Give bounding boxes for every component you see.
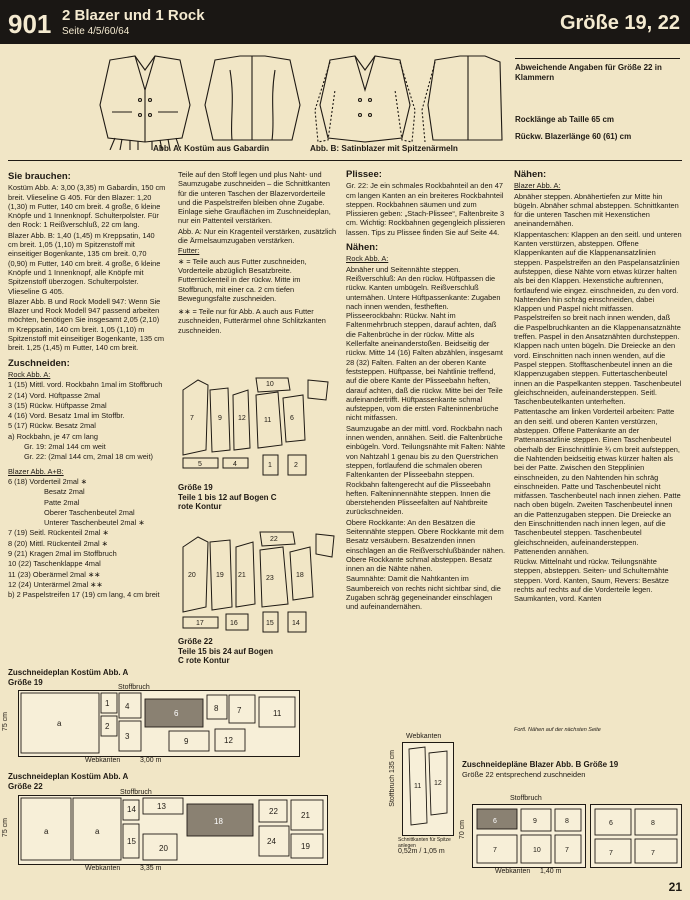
- svg-text:19: 19: [301, 842, 310, 851]
- label-lace-width: Stoffbruch 135 cm: [389, 750, 396, 807]
- label-width: 70 cm: [459, 820, 466, 840]
- size-note-title: Abweichende Angaben für Größe 22 in Klammern: [515, 63, 662, 82]
- svg-text:a: a: [44, 827, 49, 836]
- svg-text:21: 21: [301, 811, 310, 820]
- label-width: 75 cm: [2, 712, 9, 732]
- list-item: 2 (14) Vord. Hüftpasse 2mal: [8, 390, 101, 400]
- svg-text:18: 18: [214, 817, 223, 826]
- list-item: 5 (17) Rückw. Besatz 2mal: [8, 421, 96, 431]
- svg-text:3: 3: [125, 732, 130, 741]
- cutting-plan-b-subtitle: Größe 22 entsprechend zuschneiden: [462, 770, 586, 779]
- paragraph: Gr. 22: Je ein schmales Rockbahnteil an den 47 cm langen Kanten an ein breiteres Rockbahnteil steppen. Rockbahnen säumen und zum Plissieren geben: „Stach-Plissee“, Faltenbreite 3 cm. Wichtig: Rockbahnen gegengleich plissieren lassen. Tips zu Plissee finden Sie auf Seite 44.: [346, 181, 505, 237]
- cutting-plan-a-19: [18, 690, 300, 757]
- list-item: Patte 2mal: [44, 497, 80, 507]
- svg-text:7: 7: [190, 415, 194, 422]
- svg-text:6: 6: [174, 709, 179, 718]
- pattern-pieces-size-19: [178, 370, 338, 480]
- paragraph: Teile auf den Stoff legen und plus Naht- und Saumzugabe zuschneiden – die Schnittkanten für die unteren Taschen der Blazervorderteile und die Paspelstreifen bleiben ohne Zugabe. Einlage siehe Grauflächen im Zuschneideplan, nur ein Pattenteil verstärken.: [178, 170, 331, 226]
- pattern-note-size-22: Größe 22 Teile 15 bis 24 auf Bogen C rote Kontur: [178, 637, 273, 665]
- svg-text:7: 7: [651, 850, 655, 857]
- heading-plissee: Plissee:: [346, 169, 382, 180]
- cutting-plan-a-19-title: Zuschneideplan Kostüm Abb. A Größe 19: [8, 668, 129, 687]
- subheading: Rock Abb. A:: [8, 369, 51, 379]
- subheading: Blazer Abb. A:: [514, 181, 561, 191]
- svg-text:13: 13: [157, 802, 166, 811]
- svg-text:8: 8: [214, 704, 219, 713]
- svg-text:20: 20: [159, 844, 168, 853]
- svg-text:14: 14: [127, 805, 136, 814]
- blazer-length: Rückw. Blazerlänge 60 (61) cm: [515, 132, 632, 141]
- svg-text:a: a: [95, 827, 100, 836]
- svg-text:2: 2: [105, 722, 110, 731]
- list-item: Unterer Taschenbeutel 2mal ∗: [44, 518, 145, 528]
- paragraph: Pattentasche am linken Vorderteil arbeiten: Patte an den seitl. und oberen Kanten verstürzen, absteppen. Offene Pattenkante an der Pattenansatzlinie steppen. Einen Taschenbeutel oberhalb der Einschnittlinie ¾ cm breit aufsteppen, die Nahtenden beidseitig etwas kürzer halten als bei der Patte. Zwischen den Stepplinien einschneiden, zu den Nahtenden hin schräg einschneiden. Patte und Taschenbeutel nicht mitfassen. Taschenbeutel nach innen ziehen. Patte nach oben bügeln. Zweiten Taschenbeutel innen an die Pattenzugaben steppen. Die Dreiecke an den Einschnittenden nach innen legen, auf die Taschenbeutel steppen. Taschenbeutel gleichschneiden, aufeinandersteppen. Pattenenden annähen.: [514, 407, 681, 556]
- label-lace-length: 0,52m / 1,05 m: [398, 848, 445, 855]
- page-reference: Seite 4/5/60/64: [62, 26, 130, 37]
- column-cutting-notes: [178, 170, 338, 336]
- label-length: 3,35 m: [140, 865, 162, 872]
- list-item: Besatz 2mal: [44, 487, 85, 497]
- svg-text:12: 12: [224, 736, 233, 745]
- paragraph: Saumnähte: Damit die Nahtkanten im Saumbereich von rechts nicht sichtbar sind, die Zugaben schräg gegeneinander einschlagen und aufeinandernähen.: [346, 574, 501, 612]
- list-item: Oberer Taschenbeutel 2mal: [44, 507, 135, 517]
- paragraph: Rückw. Mittelnaht und rückw. Teilungsnähte steppen, absteppen. Seiten- und Schulternähte steppen. Vord. Kanten, Saum, Revers: Besätze rechts auf rechts auf die Vorderteile legen. Saumkanten, vord. Kanten: [514, 557, 669, 604]
- svg-text:4: 4: [125, 702, 130, 711]
- subheading: Rock Abb. A:: [346, 254, 389, 264]
- heading-sewing: Nähen:: [514, 169, 547, 180]
- svg-text:12: 12: [238, 415, 246, 422]
- list-item: 10 (22) Taschenklappe 4mal: [8, 559, 101, 569]
- caption-abb-b: Abb. B: Satinblazer mit Spitzenärmeln: [310, 144, 458, 153]
- svg-text:7: 7: [565, 847, 569, 854]
- svg-text:11: 11: [264, 417, 272, 424]
- svg-text:7: 7: [493, 847, 497, 854]
- list-item: 9 (21) Kragen 2mal im Stoffbruch: [8, 548, 117, 558]
- svg-text:a: a: [57, 719, 62, 728]
- paragraph: ∗∗ = Teile nur für Abb. A auch aus Futter zuschneiden, Futterärmel ohne Schlitzkanten zuschneiden.: [178, 307, 326, 335]
- paragraph: Abnäher und Seitennähte steppen. Reißverschluß: An den rückw. Hüftpassen die rückw. Kanten umbügeln. Reißverschluß unternähen. Untere Hüftpassenkante: Zugaben nach innen wenden, festheften. Plisseerockbahn: Rückw. Naht im Faltenmehrbruch steppen, darauf achten, daß die Faltenbrüche in der rückw. Mitte als Kellerfalte aneinanderstoßen. Beidseitig der rückw. Mitte 14 (16) Falten abzählen, insgesamt 28 (32) Falten. Falten an der oberen Kante feststeppen. Hüftpasse, bei Nahtlinie treffend, auf die obere Kante der Plisseebahn heften, darauf achten, daß die rückw. Mitte bei der Teile aufeinandertrifft. Hüftpassenkante schmal aufsteppen, vom die ersten Falteninnenbrüche nicht mitfassen.: [346, 264, 503, 423]
- svg-text:7: 7: [237, 706, 242, 715]
- subheading: Futter:: [178, 246, 200, 256]
- caption-abb-a: Abb. A: Kostüm aus Gabardin: [153, 144, 270, 153]
- svg-text:24: 24: [267, 837, 276, 846]
- svg-text:23: 23: [266, 575, 274, 582]
- list-item: Gr. 19: 2mal 144 cm weit: [24, 442, 106, 452]
- list-item: 1 (15) Mittl. vord. Rockbahn 1mal im Stoffbruch: [8, 380, 163, 390]
- svg-text:6: 6: [290, 415, 294, 422]
- page-number: 21: [668, 880, 682, 894]
- svg-text:18: 18: [296, 572, 304, 579]
- cutting-plan-a-22-title: Zuschneideplan Kostüm Abb. A Größe 22: [8, 772, 129, 791]
- skirt-length: Rocklänge ab Taille 65 cm: [515, 115, 615, 124]
- paragraph: Kostüm Abb. A: 3,00 (3,35) m Gabardin, 150 cm breit. Vlieseline G 405. Für den Blazer: 1,20 (1,30) m Futter, 140 cm breit. 4 große, 6 kleine Knöpfe und 1 Innenknopf. Schulterpolster. Für den Rock: 1 Reißverschluß, 22 cm lang.: [8, 183, 166, 230]
- list-item: 11 (23) Oberärmel 2mal ∗∗: [8, 569, 101, 579]
- svg-text:10: 10: [266, 381, 274, 388]
- column-materials: [8, 166, 166, 600]
- heading-materials: Sie brauchen:: [8, 171, 71, 182]
- subheading: Blazer Abb. A+B:: [8, 466, 64, 476]
- list-item: 4 (16) Vord. Besatz 1mal im Stoffbr.: [8, 411, 125, 421]
- fashion-illustration: [90, 50, 505, 150]
- pattern-note-size-19: Größe 19 Teile 1 bis 12 auf Bogen C rote Kontur: [178, 483, 277, 511]
- list-item: b) 2 Paspelstreifen 17 (19) cm lang, 4 cm breit: [8, 590, 160, 600]
- svg-text:8: 8: [565, 818, 569, 825]
- svg-text:19: 19: [216, 572, 224, 579]
- label-webkanten: Webkanten: [406, 733, 442, 740]
- svg-text:10: 10: [533, 847, 541, 854]
- paragraph: Abb. A: Nur ein Kragenteil verstärken, zusätzlich die Ärmelsaumzugaben verstärken.: [178, 226, 337, 246]
- label-stoffbruch: Stoffbruch: [118, 684, 150, 691]
- svg-text:14: 14: [292, 620, 300, 627]
- svg-text:6: 6: [493, 818, 497, 825]
- model-title: 2 Blazer und 1 Rock: [62, 7, 205, 24]
- svg-text:11: 11: [273, 709, 282, 718]
- label-stoffbruch: Stoffbruch: [120, 789, 152, 796]
- divider: [515, 58, 680, 59]
- svg-text:4: 4: [233, 461, 237, 468]
- svg-text:2: 2: [294, 462, 298, 469]
- cutting-plan-b-title: Zuschneidepläne Blazer Abb. B Größe 19: [462, 760, 619, 769]
- svg-text:15: 15: [127, 837, 136, 846]
- svg-text:6: 6: [609, 820, 613, 827]
- cutting-plan-b-satin: [472, 804, 586, 868]
- svg-text:9: 9: [533, 818, 537, 825]
- svg-text:9: 9: [218, 415, 222, 422]
- svg-text:7: 7: [609, 850, 613, 857]
- svg-text:8: 8: [651, 820, 655, 827]
- divider: [8, 160, 682, 161]
- column-sewing-blazer: [514, 170, 682, 605]
- label-length: 3,00 m: [140, 757, 162, 764]
- heading-sewing: Nähen:: [346, 242, 379, 254]
- label-webkanten: Webkanten: [85, 865, 121, 872]
- list-item: 8 (20) Mittl. Rückenteil 2mal ∗: [8, 538, 108, 548]
- list-item: Gr. 22: (2mal 144 cm, 2mal 18 cm weit): [24, 452, 153, 462]
- model-number: 901: [8, 9, 52, 39]
- label-length: 1,40 m: [540, 868, 562, 875]
- cutting-plan-a-22: [18, 795, 328, 865]
- svg-text:16: 16: [230, 620, 238, 627]
- label-stoffbruch: Stoffbruch: [510, 795, 542, 802]
- paragraph: Obere Rockkante: An den Besätzen die Seitennähte steppen. Obere Rockkante mit dem Besatz versäubern. Besatzenden innen einschlagen an die Reißverschlußbänder nähen. Obere Rockkante schmal absteppen. Besatz innen an die Nähte nähen.: [346, 517, 505, 574]
- svg-text:1: 1: [105, 699, 110, 708]
- svg-text:21: 21: [238, 572, 246, 579]
- label-webkanten: Webkanten: [85, 757, 121, 764]
- cutting-plan-lace: [402, 742, 454, 836]
- continued-note: Fortl. Nähen auf der nächsten Seite: [514, 727, 601, 733]
- label-width: 75 cm: [2, 818, 9, 838]
- paragraph: Blazer Abb. B und Rock Modell 947: Wenn Sie Blazer und Rock Modell 947 passend arbeiten möchten, benötigen Sie insgesamt 2,05 (2,10) m Kreppsatin, 140 cm breit. 1,05 (1,10) m Spitzenstoff mit einseitiger Bogenkante, 135 cm breit. 1,25 (1,45) m Futter, 140 cm breit.: [8, 296, 164, 353]
- paragraph: Klappentaschen: Klappen an den seitl. und unteren Kanten verstürzen, absteppen. Offene Klappenkanten auf die Klappenansatzlinien steppen. Paspelstreifen an den Paspelansatzlinien aufsteppen, diese Nähte vorn etwas kürzer halten als bei den Klappen. Hexenstiche auftrennen, fortlaufend wie eingez. einschneiden, zu den vord. Nahtenden hin schräg einschneiden, dabei Klappen und Paspel nicht mitfassen. Paspelstreifen so breit nach innen wenden, daß die Paspelbruchkanten an die Klappenansatznähte treffen. Paspel in den Ansatznähten durchsteppen. Klappen nach unten bügeln. Die Dreiecke an den vord. Einschnitten nach innen wenden, auf die Paspel steppen. Stofftaschenbeutel innen an die Klappenzugaben steppen. Futtertaschenbeutel innen an die Paspelkanten steppen. Taschenbeutel gleichschneiden, aufeinandersteppen. Seitl. Taschenbeutelkanten unterheften.: [514, 229, 682, 407]
- svg-text:17: 17: [196, 620, 204, 627]
- lace-hint: Schnittkanten für Spitze anlegen: [398, 837, 451, 849]
- svg-text:11: 11: [414, 783, 422, 790]
- list-item: a) Rockbahn, je 47 cm lang: [8, 431, 98, 441]
- heading-cutting: Zuschneiden:: [8, 357, 70, 369]
- paragraph: Saumzugabe an der mittl. vord. Rockbahn nach innen wenden, annähen. Seitl. die Faltenbrüche einbügeln. Vord. Teilungsnähte mit Falten: Nähte von Nahtzahl 1 genau bis zu den Querstrichen steppen, fortlaufend die schmalen oberen Faltenkanten der Plisseebahn steppen. Rockbahn faltengerecht auf die Plisseebahn heften. Falteninnennähte steppen. Innen die überstehenden Plisseefalten auf Nahtbreite zurückschneiden.: [346, 423, 506, 517]
- svg-text:12: 12: [434, 780, 442, 787]
- list-item: 12 (24) Unterärmel 2mal ∗∗: [8, 579, 103, 589]
- svg-text:22: 22: [269, 807, 278, 816]
- svg-text:9: 9: [184, 737, 189, 746]
- list-item: 6 (18) Vorderteil 2mal ∗: [8, 476, 87, 486]
- svg-text:15: 15: [266, 620, 274, 627]
- paragraph: Blazer Abb. B: 1,40 (1,45) m Kreppsatin, 140 cm breit. 1,05 (1,10) m Spitzenstoff mit einseitiger Bogenkante, 135 cm breit. 0,70 (0,90) m Futter, 140 cm breit. 4 große, 6 kleine Knöpfe und 1 Innenknopf, alle Knöpfe mit Spitzenstoff überzogen. Schulterpolster. Vlieseline G 405.: [8, 230, 161, 296]
- size-label: Größe 19, 22: [559, 12, 680, 34]
- paragraph: ∗ = Teile auch aus Futter zuschneiden, Vorderteile abzüglich Besatzbreite. Futterrückenteil in der rückw. Mitte im Stoffbruch, mit einer ca. 2 cm tiefen Bewegungsfalte zuschneiden.: [178, 256, 307, 303]
- svg-text:20: 20: [188, 572, 196, 579]
- svg-text:1: 1: [268, 462, 272, 469]
- paragraph: Abnäher steppen. Abnähertiefen zur Mitte hin bügeln. Abnäher schmal absteppen. Schnittkanten für die unteren Taschen mit Hexenstichen aneinandernähen.: [514, 191, 679, 229]
- list-item: 3 (15) Rückw. Hüftpasse 2mal: [8, 400, 107, 410]
- column-sewing-skirt: [346, 170, 506, 613]
- label-webkanten: Webkanten: [495, 868, 531, 875]
- svg-text:5: 5: [198, 461, 202, 468]
- svg-text:22: 22: [270, 536, 278, 543]
- pattern-pieces-size-22: [178, 522, 338, 634]
- list-item: 7 (19) Seitl. Rückenteil 2mal ∗: [8, 528, 109, 538]
- cutting-plan-b-lining: [590, 804, 682, 868]
